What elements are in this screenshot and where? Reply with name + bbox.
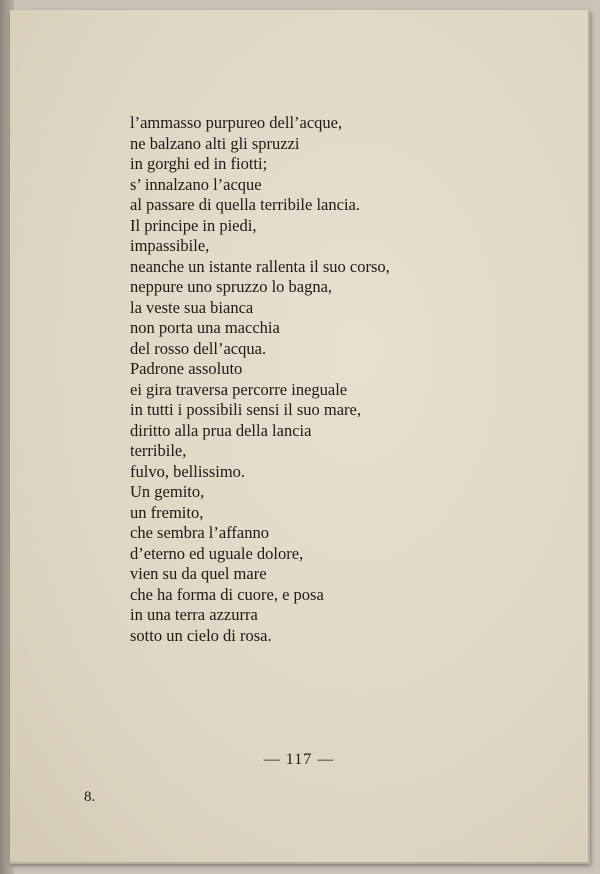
poem-line: la veste sua bianca — [130, 297, 254, 317]
poem-line: neanche un istante rallenta il suo corso, — [130, 256, 390, 276]
poem-line: ne balzano alti gli spruzzi — [130, 133, 300, 153]
book-page — [10, 10, 590, 864]
poem-line: ei gira traversa percorre ineguale — [130, 379, 348, 399]
poem-line: che ha forma di cuore, e posa — [130, 584, 324, 604]
poem-line: Padrone assoluto — [130, 359, 243, 378]
poem-line: s’ innalzano l’acque — [130, 174, 262, 194]
poem-line: l’ammasso purpureo dell’acque, — [130, 113, 343, 132]
poem-line: in tutti i possibili sensi il suo mare, — [130, 400, 361, 419]
poem-line: che sembra l’affanno — [130, 523, 269, 542]
poem-line: Il principe in piedi, — [130, 215, 257, 235]
poem-line: vien su da quel mare — [130, 564, 267, 583]
signature-mark: 8. — [84, 789, 96, 805]
poem-line: fulvo, bellissimo. — [130, 461, 246, 481]
poem-line: in gorghi ed in fiotti; — [130, 154, 268, 173]
poem-text — [130, 113, 390, 646]
poem-line: terribile, — [130, 441, 187, 460]
poem-line: un fremito, — [130, 502, 204, 522]
poem-line: impassibile, — [130, 236, 210, 255]
poem-line: del rosso dell’acqua. — [130, 338, 267, 358]
poem-line: al passare di quella terribile lancia. — [130, 195, 360, 214]
poem-line: d’eterno ed uguale dolore, — [130, 543, 304, 563]
poem-line: in una terra azzurra — [130, 605, 258, 624]
poem-line: Un gemito, — [130, 482, 205, 501]
poem-line: sotto un cielo di rosa. — [130, 625, 272, 645]
poem-line: neppure uno spruzzo lo bagna, — [130, 277, 333, 296]
page-number: — 117 — — [263, 751, 335, 768]
poem-line: non porta una macchia — [130, 318, 280, 337]
poem-line: diritto alla prua della lancia — [130, 420, 312, 440]
